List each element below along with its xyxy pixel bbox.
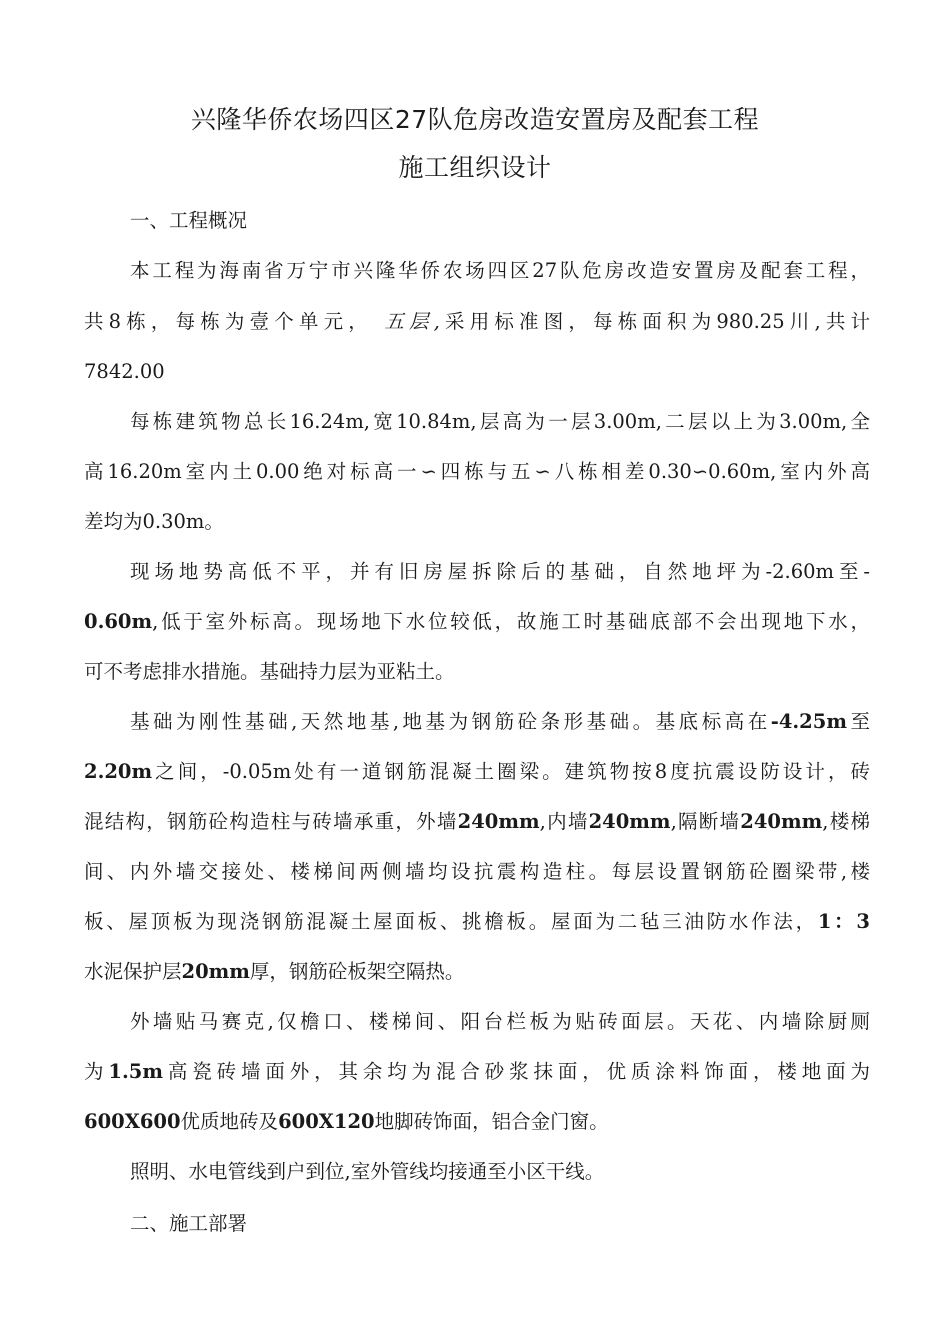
- p5-l3d: 地脚砖饰面，铝合金门窗。: [374, 1110, 609, 1133]
- p4-l2b: 之间，-0.05m处有一道钢筋混凝土圈梁。建筑物按8度抗震设防设计，砖: [152, 760, 870, 783]
- p5-l3b: 优质地砖及: [180, 1110, 279, 1133]
- p3-line3: 可不考虑排水措施。基础持力层为亚粘土。: [84, 660, 455, 683]
- p4-l1b: -4.25m: [770, 710, 847, 733]
- p4-l1a: 基础为刚性基础,天然地基,地基为钢筋砼条形基础。基底标高在: [130, 710, 771, 733]
- p5-l2c: 高瓷砖墙面外，其余均为混合砂浆抹面，优质涂料饰面，楼地面为: [162, 1060, 870, 1083]
- section-heading-deployment: 二、施工部署: [130, 1212, 248, 1235]
- p4-l3e: ,隔断墙: [670, 810, 741, 833]
- section-heading-overview: 一、工程概况: [130, 209, 248, 232]
- p4-line5: [84, 909, 870, 935]
- p3-line2: [84, 609, 870, 635]
- p4-l3c: ,内墙: [539, 810, 589, 833]
- p3-l2a: 0.60m: [84, 610, 153, 633]
- p6-line1: 照明、水电管线到户到位,室外管线均接通至小区干线。: [130, 1160, 605, 1183]
- p1-line3: 7842.00: [84, 360, 165, 383]
- p4-line1: [130, 709, 870, 735]
- p5-l3c: 600X120: [278, 1110, 375, 1133]
- p4-line4: 间、内外墙交接处、楼梯间两侧墙均设抗震构造柱。每层设置钢筋砼圈梁带,楼: [84, 860, 870, 883]
- p4-l3d: 240mm: [588, 810, 671, 833]
- p4-l5a: 板、屋顶板为现浇钢筋混凝土屋面板、挑檐板。屋面为二毡三油防水作法，: [84, 910, 818, 933]
- p4-line3: [84, 809, 870, 835]
- p3-l2b: ,低于室外标高。现场地下水位较低，故施工时基础底部不会出现地下水，: [152, 610, 870, 633]
- p4-l3b: 240mm: [457, 810, 540, 833]
- p4-line2: [84, 759, 870, 785]
- p4-l3g: ,楼梯: [822, 810, 870, 833]
- p5-line2: [84, 1059, 870, 1085]
- p5-l2a: 为: [84, 1060, 109, 1083]
- p1-line1: 本工程为海南省万宁市兴隆华侨农场四区27队危房改造安置房及配套工程，: [130, 259, 870, 282]
- p3-line1: 现场地势高低不平，并有旧房屋拆除后的基础，自然地坪为-2.60m至-: [130, 560, 870, 583]
- p4-l3a: 混结构，钢筋砼构造柱与砖墙承重，外墙: [84, 810, 458, 833]
- p5-line1: 外墙贴马赛克,仅檐口、楼梯间、阳台栏板为贴砖面层。天花、内墙除厨厕: [130, 1010, 870, 1033]
- p1-l2a: 共8栋，每栋为壹个单元，: [84, 310, 373, 333]
- p5-l2b: 1.5m: [108, 1060, 163, 1083]
- p4-l2a: 2.20m: [84, 760, 153, 783]
- p1-l2b: 五层,: [384, 310, 440, 333]
- p4-l6a: 水泥保护层: [84, 960, 182, 983]
- p4-l6c: 厚，钢筋砼板架空隔热。: [249, 960, 465, 983]
- p5-line3: [84, 1109, 870, 1135]
- doc-title-line1: 兴隆华侨农场四区27队危房改造安置房及配套工程: [190, 105, 760, 134]
- p2-line2: 高16.20m室内土0.00绝对标高一∽四栋与五∽八栋相差0.30∽0.60m,室内外高: [84, 460, 870, 483]
- doc-title-line2: 施工组织设计: [398, 153, 552, 182]
- p4-line6: [84, 959, 870, 985]
- p4-l1c: 至: [846, 710, 870, 733]
- p1-line2: [84, 309, 870, 335]
- p4-l5b: 1：3: [817, 910, 870, 933]
- p1-l2c: 采用标准图，每栋面积为980.25川,共计: [439, 310, 870, 333]
- p5-l3a: 600X600: [84, 1110, 181, 1133]
- p4-l3f: 240mm: [740, 810, 823, 833]
- p2-line3: 差均为0.30m。: [84, 510, 224, 533]
- p2-line1: 每栋建筑物总长16.24m,宽10.84m,层高为一层3.00m,二层以上为3.00m,全: [130, 410, 870, 433]
- p4-l6b: 20mm: [181, 960, 250, 983]
